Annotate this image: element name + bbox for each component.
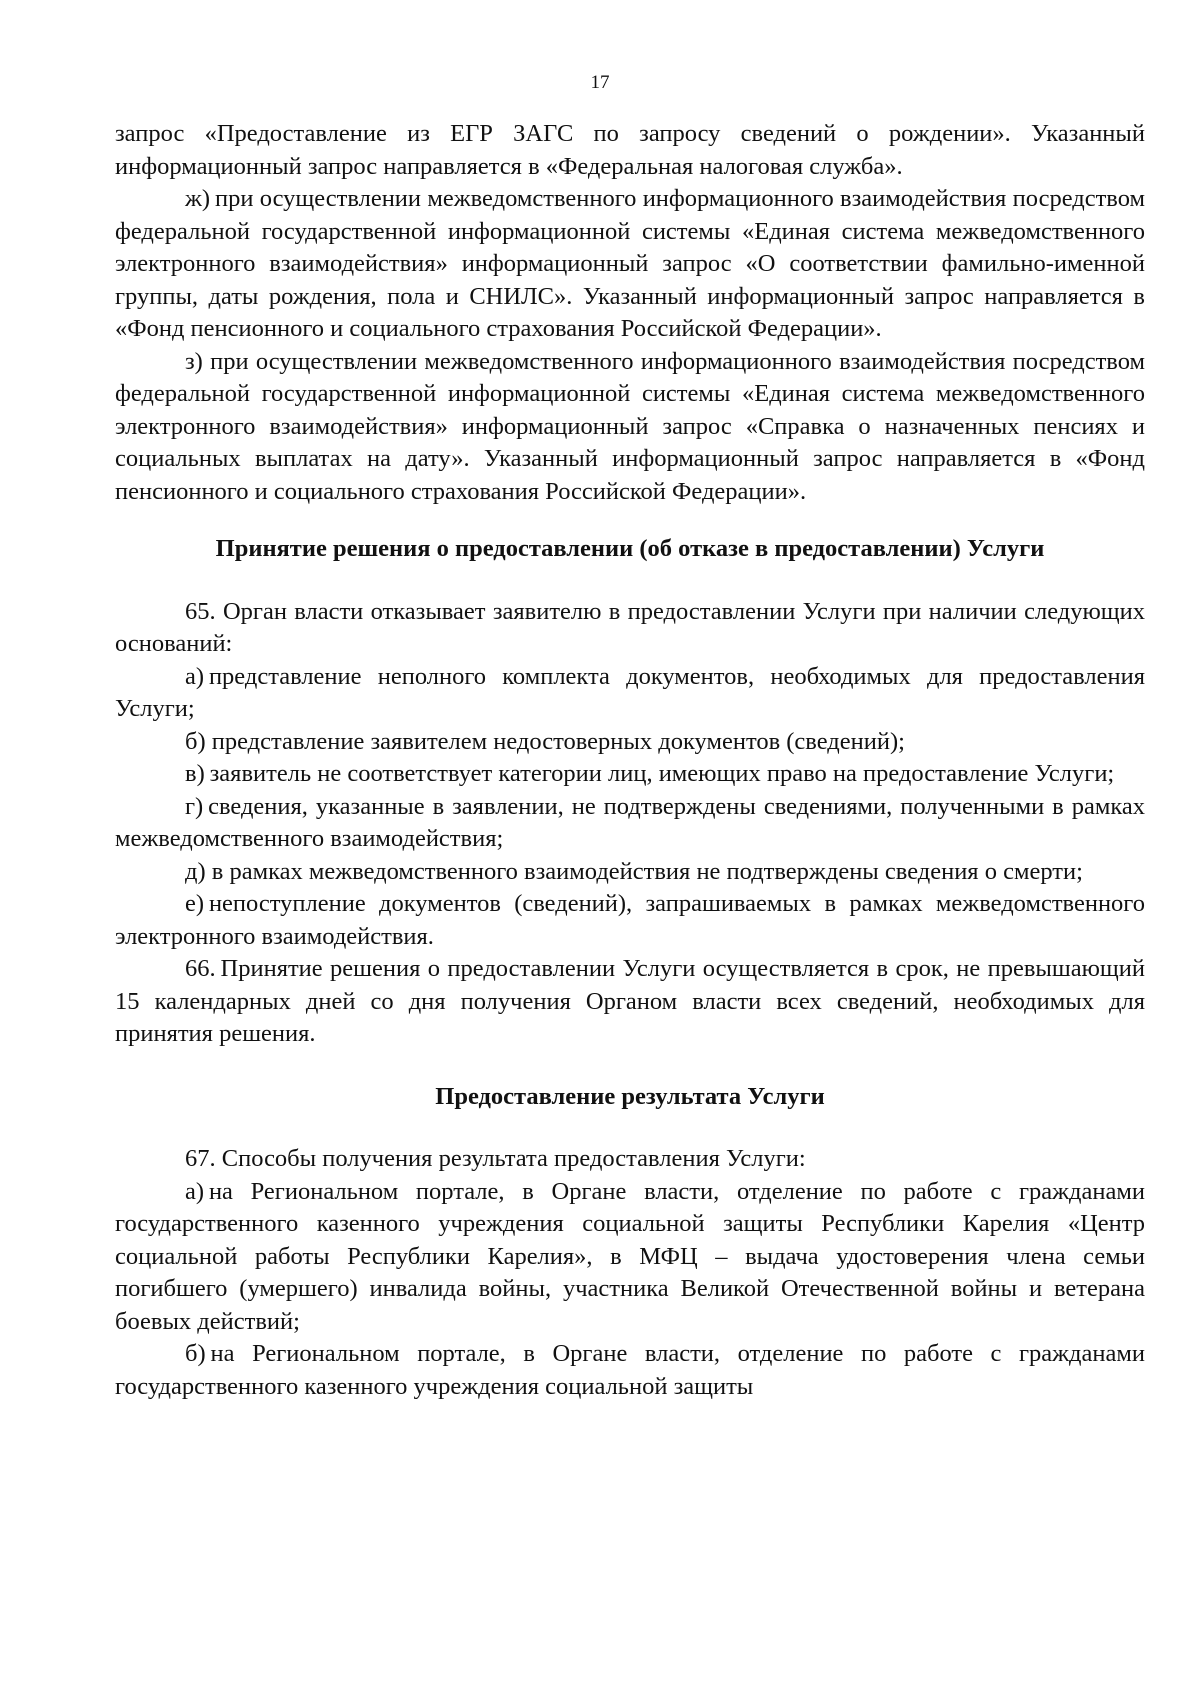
paragraph-66: 66. Принятие решения о предоставлении Услуги осуществляется в срок, не превышающий 15 календарных дней со дня получения Органом власти всех сведений, необходимых для принятия решения. (115, 955, 1145, 1047)
paragraph-item-g: г) сведения, указанные в заявлении, не подтверждены сведениями, полученными в рамках межведомственного взаимодействия; (115, 792, 1145, 852)
paragraph-item-b: б) представление заявителем недостоверных документов (сведений); (185, 727, 905, 755)
paragraph-65: 65. Орган власти отказывает заявителю в предоставлении Услуги при наличии следующих оснований: (115, 597, 1145, 657)
paragraph-67-item-b: б) на Региональном портале, в Органе власти, отделение по работе с гражданами государственного казенного учреждения социальной защиты (115, 1340, 1145, 1400)
page-number: 17 (590, 72, 610, 93)
paragraph-item-zh: ж) при осуществлении межведомственного информационного взаимодействия посредством федеральной государственной информационной системы «Единая система межведомственного электронного взаимодействия» информационный запрос «О соответствии фамильно-именной группы, даты рождения, пола и СНИЛС». Указанный информационный запрос направляется в «Фонд пенсионного и социального страхования Российской Федерации». (115, 185, 1145, 342)
paragraph-67: 67. Способы получения результата предоставления Услуги: (185, 1145, 806, 1172)
paragraph-item-a: а) представление неполного комплекта документов, необходимых для предоставления Услуги; (115, 662, 1145, 722)
paragraph-continuation: запрос «Предоставление из ЕГР ЗАГС по запросу сведений о рождении». Указанный информационный запрос направляется в «Федеральная налоговая служба». (115, 120, 1145, 180)
paragraph-item-d: д) в рамках межведомственного взаимодействия не подтверждены сведения о смерти; (185, 857, 1083, 885)
paragraph-67-item-a: а) на Региональном портале, в Органе власти, отделение по работе с гражданами государственного казенного учреждения социальной защиты Республики Карелия «Центр социальной работы Республики Карелия», в МФЦ – выдача удостоверения члена семьи погибшего (умершего) инвалида войны, участника Великой Отечественной войны и ветерана боевых действий; (115, 1177, 1145, 1335)
section-heading-decision: Принятие решения о предоставлении (об отказе в предоставлении) Услуги (215, 535, 1045, 562)
paragraph-item-e: е) непоступление документов (сведений), запрашиваемых в рамках межведомственного электронного взаимодействия. (115, 890, 1145, 950)
document-body (115, 118, 1145, 1403)
paragraph-item-v: в) заявитель не соответствует категории лиц, имеющих право на предоставление Услуги; (185, 760, 1115, 787)
paragraph-item-z: з) при осуществлении межведомственного информационного взаимодействия посредством федеральной государственной информационной системы «Единая система межведомственного электронного взаимодействия» информационный запрос «Справка о назначенных пенсиях и социальных выплатах на дату». Указанный информационный запрос направляется в «Фонд пенсионного и социального страхования Российской Федерации». (115, 347, 1145, 505)
section-heading-result: Предоставление результата Услуги (435, 1082, 825, 1110)
